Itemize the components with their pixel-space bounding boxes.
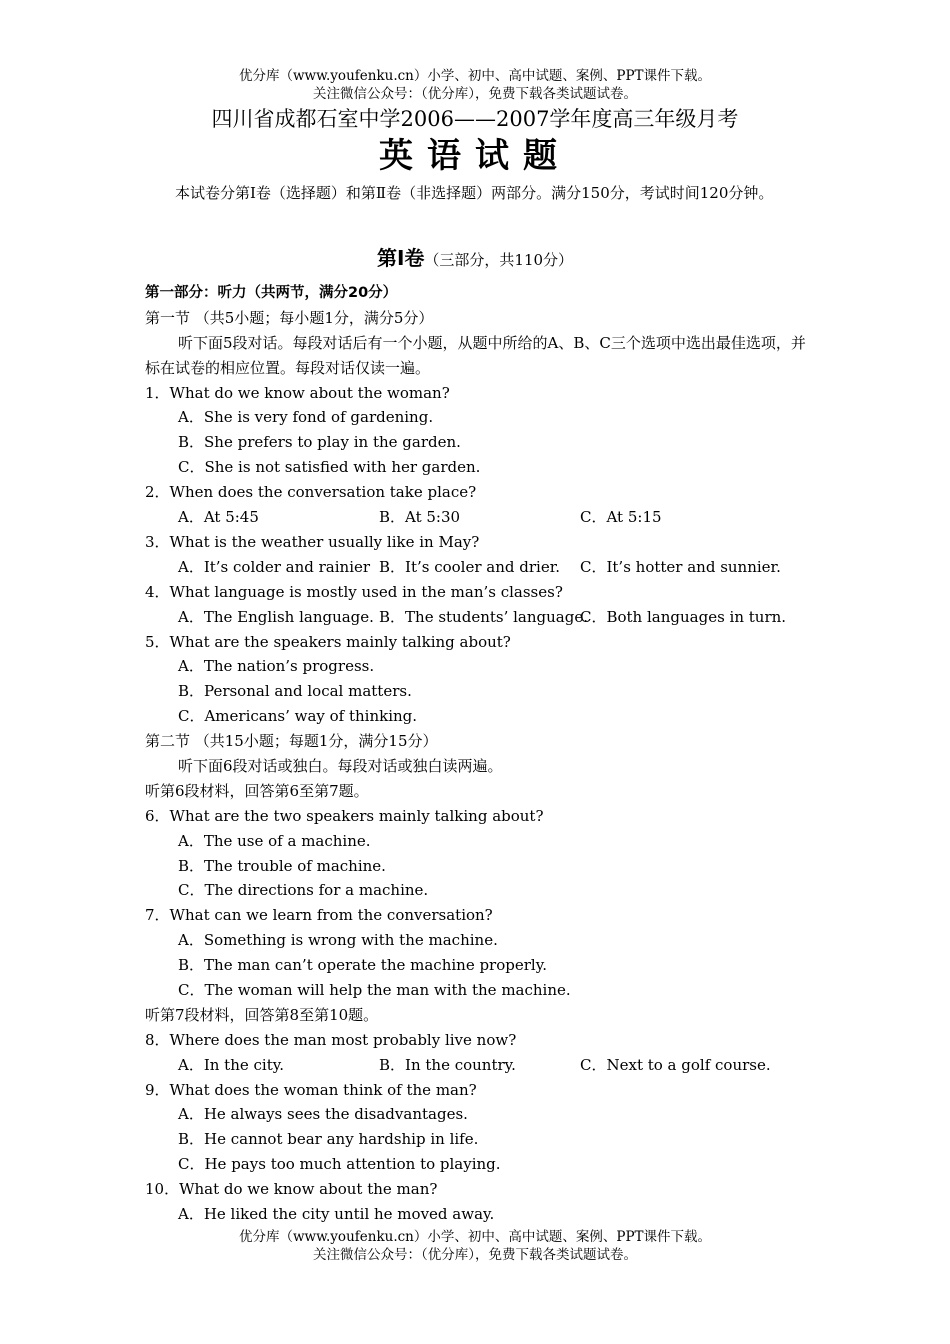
q9-option-b: B．He cannot bear any hardship in life. bbox=[178, 1130, 479, 1149]
q8-option-c: C．Next to a golf course. bbox=[580, 1055, 771, 1074]
part1-title: 第一部分：听力（共两节，满分20分） bbox=[145, 285, 398, 301]
q4-options bbox=[145, 605, 809, 630]
question-8: 8．Where does the man most probably live now? bbox=[145, 1030, 517, 1049]
q6-option-c: C．The directions for a machine. bbox=[178, 881, 429, 900]
question-5: 5．What are the speakers mainly talking about? bbox=[145, 632, 511, 651]
question-3: 3．What is the weather usually like in May? bbox=[145, 532, 480, 551]
volume-note: （三部分，共110分） bbox=[424, 251, 574, 269]
q10-option-a: A．He liked the city until he moved away. bbox=[178, 1204, 495, 1223]
q4-option-b: B．The students’ language. bbox=[379, 607, 588, 626]
q2-option-a: A．At 5:45 bbox=[178, 508, 259, 527]
q4-option-a: A．The English language. bbox=[178, 607, 374, 626]
section2-title: 第二节 （共15小题；每题1分，满分15分） bbox=[145, 732, 438, 751]
q1-option-a: A．She is very fond of gardening. bbox=[178, 408, 434, 427]
q2-options bbox=[145, 505, 809, 530]
subject-title: 英语试题 bbox=[379, 136, 571, 176]
section1-instructions: 听下面5段对话。每段对话后有一个小题，从题中所给的A、B、C三个选项中选出最佳选项，并标在试卷的相应位置。每段对话仅读一遍。 bbox=[145, 333, 806, 377]
q9-option-c: C．He pays too much attention to playing. bbox=[178, 1155, 501, 1174]
question-7: 7．What can we learn from the conversation? bbox=[145, 906, 493, 925]
footer-line-1: 优分库（www.youfenku.cn）小学、初中、高中试题、案例、PPT课件下载。 bbox=[238, 1229, 712, 1245]
q8-options bbox=[145, 1053, 809, 1078]
q3-option-a: A．It’s colder and rainier bbox=[178, 557, 371, 576]
q5-option-c: C．Americans’ way of thinking. bbox=[178, 707, 418, 726]
q3-option-c: C．It’s hotter and sunnier. bbox=[580, 557, 781, 576]
q7-option-a: A．Something is wrong with the machine. bbox=[178, 931, 498, 950]
volume-title: 第Ⅰ卷 bbox=[376, 246, 425, 270]
section2-instructions: 听下面6段对话或独白。每段对话或独白读两遍。 bbox=[178, 756, 503, 775]
material-7-note: 听第7段材料，回答第8至第10题。 bbox=[145, 1005, 379, 1024]
question-9: 9．What does the woman think of the man? bbox=[145, 1080, 477, 1099]
q6-option-a: A．The use of a machine. bbox=[178, 831, 371, 850]
q4-option-c: C．Both languages in turn. bbox=[580, 607, 787, 626]
question-10: 10．What do we know about the man? bbox=[145, 1180, 438, 1199]
q8-option-a: A．In the city. bbox=[178, 1055, 284, 1074]
question-1: 1．What do we know about the woman? bbox=[145, 383, 450, 402]
q9-option-a: A．He always sees the disadvantages. bbox=[178, 1105, 468, 1124]
exam-title: 四川省成都石室中学2006——2007学年度高三年级月考 bbox=[211, 107, 739, 131]
intro-paragraph: 本试卷分第Ⅰ卷（选择题）和第Ⅱ卷（非选择题）两部分。满分150分，考试时间120分钟。 bbox=[175, 184, 774, 202]
q2-option-c: C．At 5:15 bbox=[580, 508, 662, 527]
q7-option-b: B．The man can’t operate the machine properly. bbox=[178, 956, 547, 975]
footer-line-2: 关注微信公众号：（优分库），免费下载各类试题试卷。 bbox=[313, 1247, 637, 1263]
q3-options bbox=[145, 555, 809, 580]
header-line-2: 关注微信公众号：（优分库），免费下载各类试题试卷。 bbox=[313, 86, 637, 102]
question-6: 6．What are the two speakers mainly talking about? bbox=[145, 806, 544, 825]
volume-heading bbox=[0, 245, 950, 273]
q3-option-b: B．It’s cooler and drier. bbox=[379, 557, 560, 576]
q5-option-b: B．Personal and local matters. bbox=[178, 682, 412, 701]
material-6-note: 听第6段材料，回答第6至第7题。 bbox=[145, 781, 369, 800]
q5-option-a: A．The nation’s progress. bbox=[178, 657, 375, 676]
section1-title: 第一节 （共5小题；每小题1分，满分5分） bbox=[145, 308, 434, 327]
q8-option-b: B．In the country. bbox=[379, 1055, 516, 1074]
questions-body bbox=[145, 281, 809, 1227]
q6-option-b: B．The trouble of machine. bbox=[178, 856, 386, 875]
q1-option-b: B．She prefers to play in the garden. bbox=[178, 433, 461, 452]
question-2: 2．When does the conversation take place? bbox=[145, 483, 477, 502]
q1-option-c: C．She is not satisfied with her garden. bbox=[178, 458, 481, 477]
header-line-1: 优分库（www.youfenku.cn）小学、初中、高中试题、案例、PPT课件下载。 bbox=[238, 68, 712, 84]
q2-option-b: B．At 5:30 bbox=[379, 508, 461, 527]
question-4: 4．What language is mostly used in the man’s classes? bbox=[145, 582, 563, 601]
q7-option-c: C．The woman will help the man with the machine. bbox=[178, 980, 571, 999]
